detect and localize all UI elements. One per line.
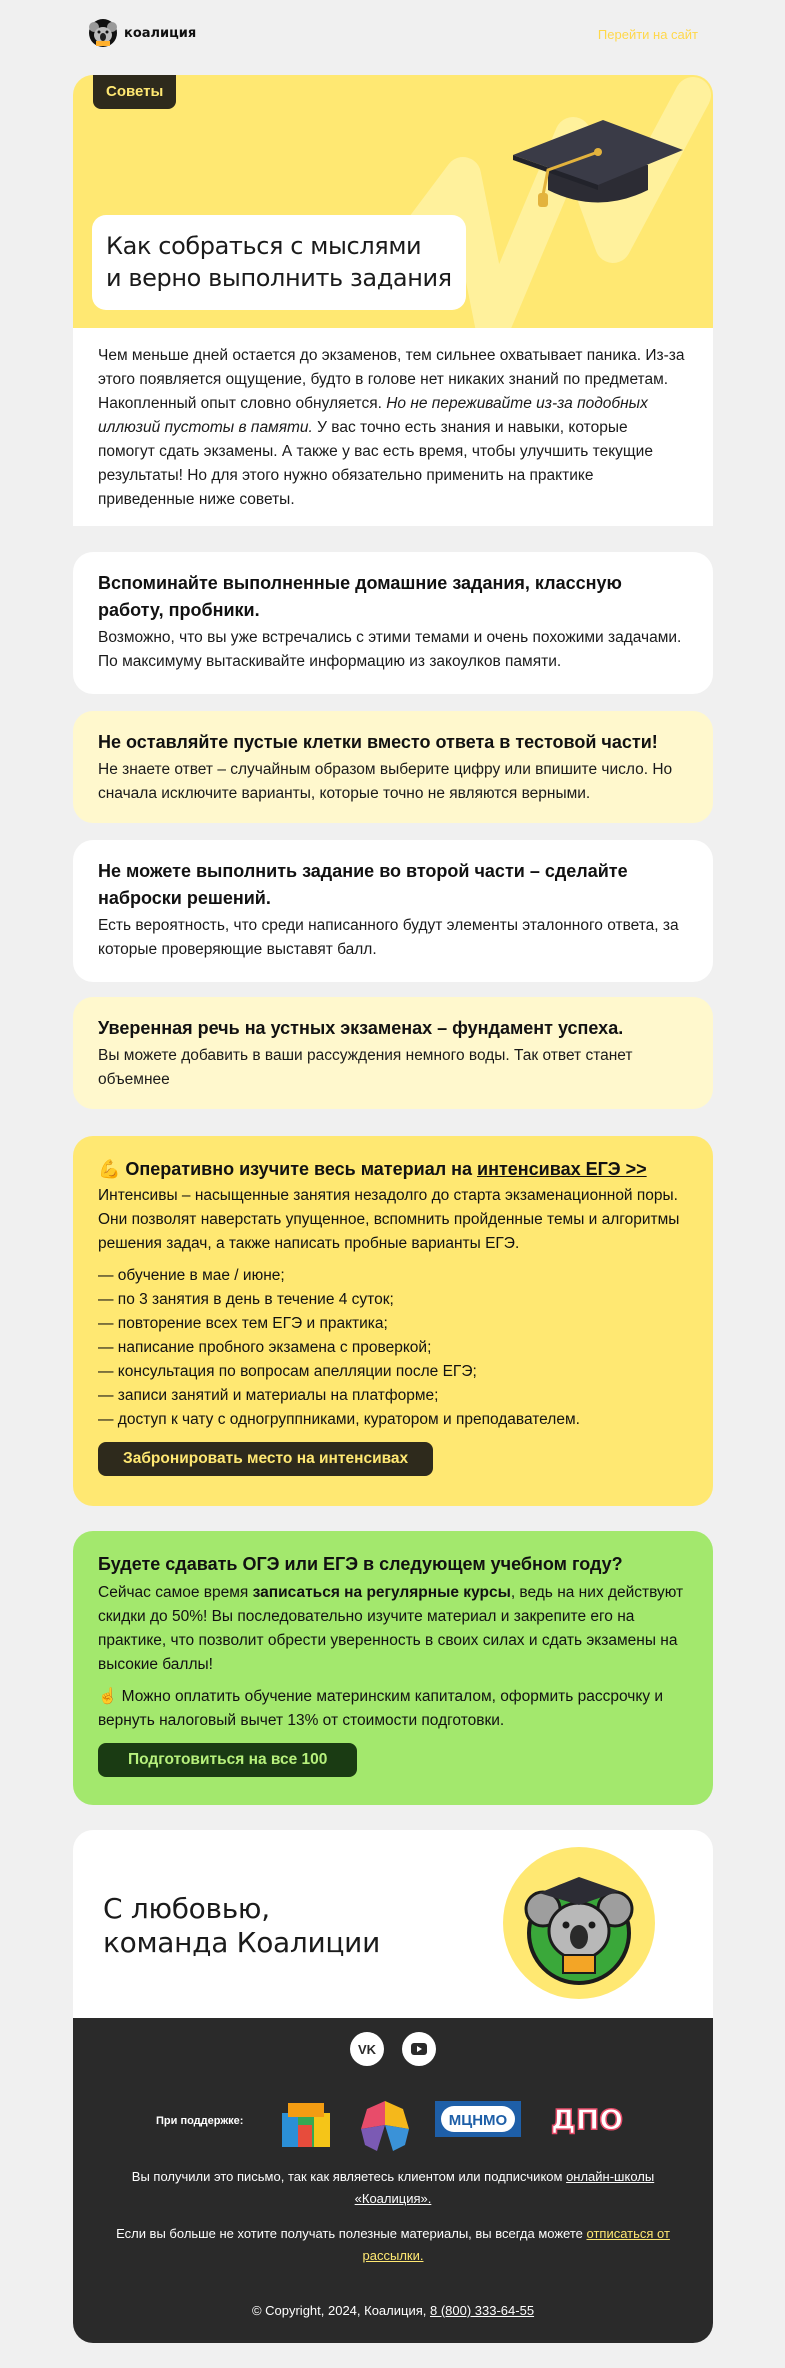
list-item: — написание пробного экзамена с проверкой; (98, 1339, 432, 1356)
graduation-cap-icon (508, 110, 688, 220)
tip-card-1 (73, 552, 713, 694)
youtube-icon[interactable] (402, 2032, 436, 2066)
signature-block (73, 1830, 713, 2018)
koala-logo-icon (88, 18, 118, 48)
subscription-notice (93, 2166, 693, 2210)
tip-title: Вспоминайте выполненные домашние задания, классную работу, пробники. (98, 573, 622, 620)
partner-logo-4[interactable] (541, 2099, 633, 2139)
list-item: — доступ к чату с одногруппниками, куратором и преподавателем. (98, 1411, 580, 1428)
intro-part-a: Чем меньше дней остается до экзаменов, тем сильнее охватывает паника. Из-за этого появляется ощущение, будто в голове нет никаких знаний по предметам. Накопленный опыт словно обнуляется. (98, 347, 685, 412)
intensives-title (98, 1156, 688, 1182)
tip-title: Уверенная речь на устных экзаменах – фундамент успеха. (98, 1018, 624, 1038)
go-to-site-link[interactable]: Перейти на сайт (597, 27, 698, 42)
tip-card-2 (73, 711, 713, 823)
intensives-link[interactable]: интенсивах ЕГЭ >> (477, 1159, 647, 1179)
list-item: — записи занятий и материалы на платформе; (98, 1387, 439, 1404)
copyright-text: © Copyright, 2024, Коалиция, (251, 2303, 430, 2318)
category-tag: Советы (93, 75, 176, 109)
social-links (73, 2032, 713, 2066)
tip-text: Вы можете добавить в ваши рассуждения немного воды. Так ответ станет объемнее (98, 1047, 633, 1088)
koala-mascot-illustration (503, 1847, 655, 1999)
tip-card-4 (73, 997, 713, 1109)
partner-logo-2[interactable] (357, 2099, 413, 2153)
school-link[interactable]: онлайн-школы «Коалиция». (354, 2169, 655, 2206)
intensives-block (73, 1136, 713, 1506)
vk-icon[interactable]: VK (350, 2032, 384, 2066)
tip-text: Возможно, что вы уже встречались с этими темами и очень похожими задачами. По максимуму вытаскивайте информацию из закоулков памяти. (98, 629, 682, 670)
email-header (88, 18, 698, 54)
brand-name: коалиция (124, 25, 197, 41)
regular-text-bold: записаться на регулярные курсы (252, 1584, 511, 1601)
list-item: — обучение в мае / июне; (98, 1267, 285, 1284)
tip-title: Не можете выполнить задание во второй части – сделайте наброски решений. (98, 861, 628, 908)
unsubscribe-link[interactable]: отписаться от рассылки. (362, 2226, 670, 2263)
intro-italic: Но не переживайте из-за подобных иллюзий пустоты в памяти. (98, 395, 648, 436)
intensives-features (98, 1264, 688, 1432)
partner-3-text: МЦНМО (448, 2112, 508, 2129)
partner-logo-1[interactable] (278, 2099, 334, 2151)
intensives-title-prefix: 💪 Оперативно изучите весь материал на (98, 1159, 478, 1179)
tip-text: Есть вероятность, что среди написанного будут элементы эталонного ответа, за которые проверяющие выставят балл. (98, 917, 679, 958)
regular-text-b: , ведь на них действуют скидки до 50%! Вы последовательно изучите материал и закрепите его на практике, что позволит обрести уверенность в своих силах и сдать экзамены на высокие баллы! (98, 1584, 684, 1673)
unsub-text: Если вы больше не хотите получать полезные материалы, вы всегда можете (116, 2226, 587, 2241)
regular-courses-block (73, 1531, 713, 1805)
intro-part-b: У вас точно есть знания и навыки, которые помогут сдать экзамены. А также у вас есть время, чтобы улучшить текущие результаты! Но для этого нужно обязательно применить на практике приведенные ниже советы. (98, 419, 653, 508)
support-label: При поддержке: (156, 2115, 244, 2127)
list-item: — по 3 занятия в день в течение 4 суток; (98, 1291, 394, 1308)
book-intensive-button[interactable]: Забронировать место на интенсивах (98, 1442, 433, 1476)
prepare-button[interactable]: Подготовиться на все 100 (98, 1743, 357, 1777)
brand-logo[interactable] (88, 18, 196, 48)
intro-text (73, 328, 713, 526)
regular-text (98, 1581, 688, 1677)
tip-title: Не оставляйте пустые клетки вместо ответа в тестовой части! (98, 732, 658, 752)
tip-card-3 (73, 840, 713, 982)
regular-text-a: Сейчас самое время (98, 1584, 253, 1601)
intensives-text: Интенсивы – насыщенные занятия незадолго до старта экзаменационной поры. Они позволят наверстать упущенное, вспомнить пройденные темы и алгоритмы решения задач, а также написать пробные варианты ЕГЭ. (98, 1187, 680, 1252)
tip-text: Не знаете ответ – случайным образом выберите цифру или впишите число. Но сначала исключите варианты, которые точно не являются верными. (98, 761, 673, 802)
regular-title: Будете сдавать ОГЭ или ЕГЭ в следующем учебном году? (98, 1554, 623, 1574)
phone-link[interactable]: 8 (800) 333-64-55 (429, 2303, 535, 2318)
partner-4-text: ДПО (550, 2103, 624, 2136)
partners-row (73, 2093, 713, 2153)
partner-logo-3[interactable] (435, 2099, 521, 2139)
hero-title-card (92, 215, 466, 310)
list-item: — консультация по вопросам апелляции после ЕГЭ; (98, 1363, 477, 1380)
notice-text: Вы получили это письмо, так как являетесь клиентом или подписчиком (131, 2169, 567, 2184)
regular-note: ☝️ Можно оплатить обучение материнским капиталом, оформить рассрочку и вернуть налоговый вычет 13% от стоимости подготовки. (98, 1688, 664, 1729)
signature-text: С любовью, команда Коалиции (103, 1892, 380, 1959)
copyright (93, 2300, 693, 2322)
list-item: — повторение всех тем ЕГЭ и практика; (98, 1315, 388, 1332)
article-title: Как собраться с мыслями и верно выполнить задания (106, 232, 452, 292)
unsubscribe-notice (93, 2223, 693, 2267)
email-footer (73, 2018, 713, 2343)
hero-banner (73, 75, 713, 328)
